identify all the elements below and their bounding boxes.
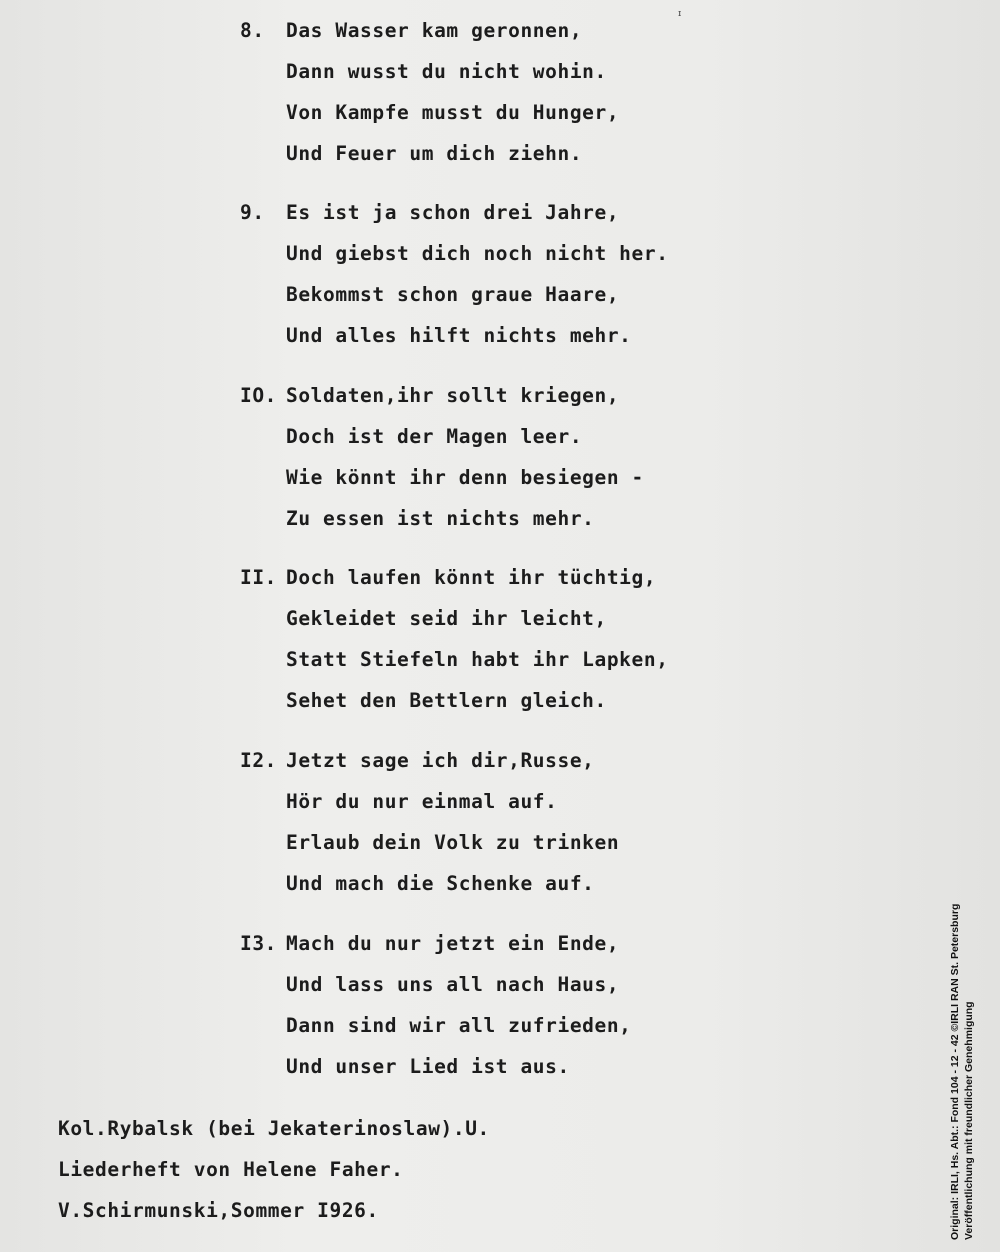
stanza-line: Und alles hilft nichts mehr. xyxy=(286,324,632,347)
footer-line-source: Liederheft von Helene Faher. xyxy=(58,1158,404,1181)
footer-line-collector: V.Schirmunski,Sommer I926. xyxy=(58,1199,379,1222)
stanza-line: Von Kampfe musst du Hunger, xyxy=(286,101,620,124)
stanza-number: I3. xyxy=(240,932,278,955)
stanza-line: I3. Mach du nur jetzt ein Ende, xyxy=(240,923,760,964)
archive-permission-line: Veröffentlichung mit freundlicher Genehmigung xyxy=(963,1001,975,1240)
stanza-8 xyxy=(240,10,760,174)
stanza-line: Und Feuer um dich ziehn. xyxy=(286,142,583,165)
stanza-line: 9. Es ist ja schon drei Jahre, xyxy=(240,192,760,233)
stanza-line: Und lass uns all nach Haus, xyxy=(286,973,620,996)
stanza-line: Dann wusst du nicht wohin. xyxy=(286,60,607,83)
stanza-line: Und unser Lied ist aus. xyxy=(286,1055,570,1078)
archive-credit-note xyxy=(948,840,976,1240)
archive-credit-line: Original: IRLI, Hs. Abt.: Fond 104 - 12 - 42 ©IRLI RAN St. Petersburg xyxy=(949,903,961,1240)
corner-pencil-mark: ᶦ xyxy=(678,6,682,25)
stanza-line: Und mach die Schenke auf. xyxy=(286,872,595,895)
stanza-line: Wie könnt ihr denn besiegen - xyxy=(286,466,644,489)
stanza-number: II. xyxy=(240,566,278,589)
stanza-11 xyxy=(240,557,760,721)
stanza-line: Dann sind wir all zufrieden, xyxy=(286,1014,632,1037)
stanza-line: Bekommst schon graue Haare, xyxy=(286,283,620,306)
stanza-line: Statt Stiefeln habt ihr Lapken, xyxy=(286,648,669,671)
stanza-line: Erlaub dein Volk zu trinken xyxy=(286,831,620,854)
stanza-line: 8. Das Wasser kam geronnen, xyxy=(240,10,760,51)
stanza-number: 9. xyxy=(240,201,265,224)
stanza-line: Und giebst dich noch nicht her. xyxy=(286,242,669,265)
stanza-line: II. Doch laufen könnt ihr tüchtig, xyxy=(240,557,760,598)
footer-line-location: Kol.Rybalsk (bei Jekaterinoslaw).U. xyxy=(58,1117,490,1140)
stanza-line: Doch ist der Magen leer. xyxy=(286,425,583,448)
stanza-line: IO. Soldaten,ihr sollt kriegen, xyxy=(240,375,760,416)
stanza-line: Hör du nur einmal auf. xyxy=(286,790,558,813)
stanza-10 xyxy=(240,375,760,539)
stanza-line: I2. Jetzt sage ich dir,Russe, xyxy=(240,740,760,781)
stanza-9 xyxy=(240,192,760,356)
stanza-number: 8. xyxy=(240,19,265,42)
stanza-number: IO. xyxy=(240,384,278,407)
stanza-line: Gekleidet seid ihr leicht, xyxy=(286,607,607,630)
stanza-line: Zu essen ist nichts mehr. xyxy=(286,507,595,530)
stanza-13 xyxy=(240,923,760,1087)
source-footer xyxy=(58,1108,490,1231)
stanza-line: Sehet den Bettlern gleich. xyxy=(286,689,607,712)
stanza-12 xyxy=(240,740,760,904)
stanza-number: I2. xyxy=(240,749,278,772)
